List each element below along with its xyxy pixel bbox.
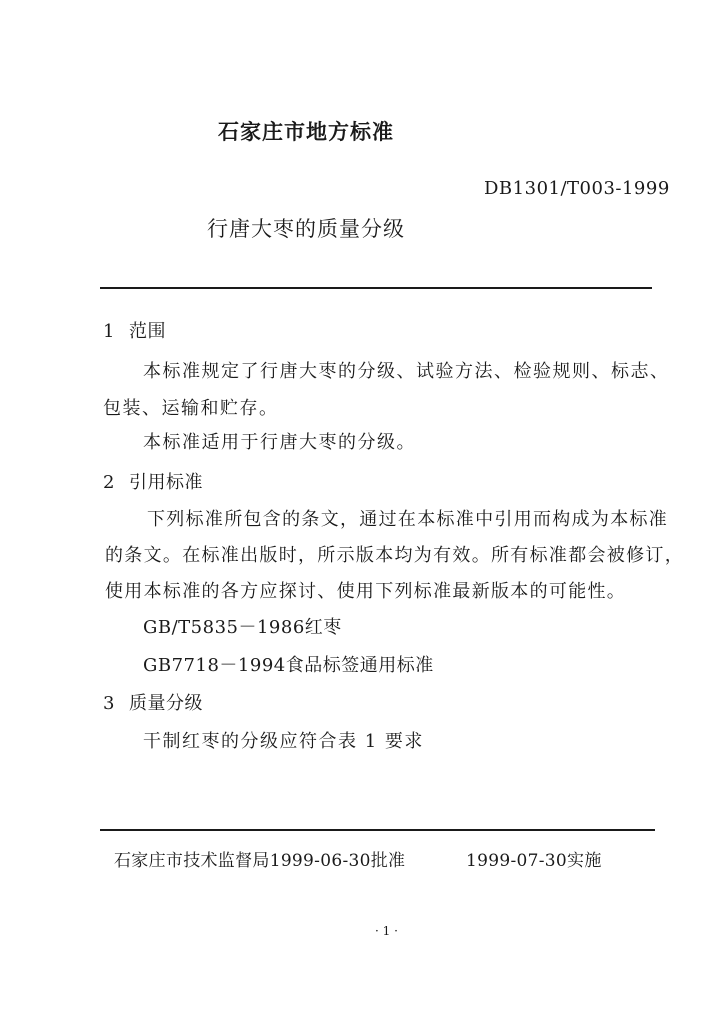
header-divider bbox=[100, 287, 652, 289]
reference-standard: GB/T5835－1986红枣 bbox=[143, 617, 342, 638]
section-3-paragraph-line: 干制红枣的分级应符合表 1 要求 bbox=[143, 731, 424, 752]
section-title: 引用标准 bbox=[128, 472, 203, 493]
section-number: 1 bbox=[103, 321, 115, 342]
section-2-paragraph-line: 的条文。在标准出版时，所示版本均为有效。所有标准都会被修订， bbox=[105, 545, 684, 566]
issuing-authority-title: 石家庄市地方标准 bbox=[218, 119, 394, 144]
section-1-paragraph-line: 本标准适用于行唐大枣的分级。 bbox=[143, 432, 416, 453]
section-1-heading bbox=[103, 317, 166, 343]
section-1-paragraph-line: 本标准规定了行唐大枣的分级、试验方法、检验规则、标志、 bbox=[143, 361, 670, 382]
section-1-paragraph-line: 包装、运输和贮存。 bbox=[103, 398, 279, 419]
section-2-heading bbox=[103, 468, 203, 494]
document-title: 行唐大枣的质量分级 bbox=[207, 217, 405, 241]
approval-info: 石家庄市技术监督局1999-06-30批准 bbox=[114, 851, 406, 871]
page-number: · 1 · bbox=[375, 924, 398, 938]
section-title: 范围 bbox=[128, 321, 166, 342]
footer-divider bbox=[100, 829, 655, 831]
section-title: 质量分级 bbox=[128, 693, 203, 714]
section-2-paragraph-line: 下列标准所包含的条文，通过在本标准中引用而构成为本标准 bbox=[147, 509, 669, 530]
section-number: 2 bbox=[103, 472, 115, 493]
section-2-paragraph-line: 使用本标准的各方应探讨、使用下列标准最新版本的可能性。 bbox=[105, 581, 627, 602]
section-3-heading bbox=[103, 689, 203, 715]
section-number: 3 bbox=[103, 693, 115, 714]
standard-code: DB1301/T003-1999 bbox=[484, 178, 670, 199]
implementation-date: 1999-07-30实施 bbox=[466, 851, 602, 871]
reference-standard: GB7718－1994食品标签通用标准 bbox=[143, 655, 434, 676]
